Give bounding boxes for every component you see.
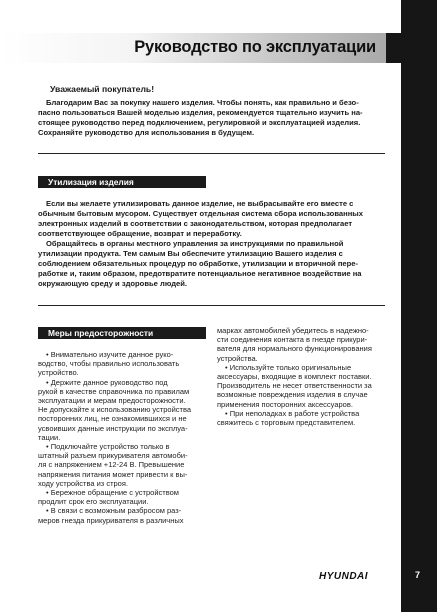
precaution-line: усвоивших данные инструкции по эксплуа-: [38, 423, 188, 433]
page-header: [0, 33, 386, 63]
precaution-line: Производитель не несет ответственности за: [217, 381, 372, 391]
precaution-line: • При неполадках в работе устройства: [225, 408, 360, 418]
disposal-line: обычным бытовым мусором. Существует отдельная система сбора использованных: [38, 209, 363, 218]
disposal-line: утилизации продукта. Тем самым Вы обеспечите утилизацию Вашего изделия с: [38, 249, 343, 258]
precaution-line: • Держите данное руководство под: [46, 377, 168, 387]
precaution-line: рукой в качестве справочника по правилам: [38, 386, 190, 396]
precaution-line: продлит срок его эксплуатации.: [38, 497, 149, 507]
precaution-line: вателя для нормального функционирования: [217, 344, 372, 354]
side-bar: [401, 0, 437, 612]
precaution-line: штатный разъем прикуривателя автомоби-: [38, 451, 188, 461]
disposal-line: Если вы желаете утилизировать данное изделие, не выбрасывайте его вместе с: [46, 199, 354, 208]
disposal-line: соответствующее обращение, возврат и переработку.: [38, 229, 242, 238]
section-heading-precautions: Меры предосторожности: [38, 327, 206, 339]
precaution-line: • Подключайте устройство только в: [46, 442, 170, 452]
precaution-line: ля с напряжением +12-24 В. Превышение: [38, 460, 185, 470]
disposal-line: окружающую среду и здоровье людей.: [38, 279, 188, 288]
precaution-line: • Внимательно изучите данное руко-: [46, 350, 174, 359]
precaution-line: • Используйте только оригинальные: [225, 362, 352, 372]
precaution-line: устройство.: [38, 368, 79, 378]
header-accent: [386, 33, 401, 63]
intro-line: Сохраняйте руководство для использования в будущем.: [38, 128, 255, 137]
precaution-line: сти соединения контакта в гнезде прикури-: [217, 335, 368, 345]
precaution-line: • В связи с возможным разбросом раз-: [46, 506, 182, 516]
divider: [38, 305, 385, 306]
disposal-line: работке и, таким образом, предотвратите потенциальное негативное воздействие на: [38, 269, 362, 278]
page-number: 7: [415, 570, 421, 580]
precaution-line: меров гнезда прикуривателя в различных: [38, 515, 184, 525]
precaution-line: водство, чтобы правильно использовать: [38, 359, 180, 369]
page-title: Руководство по эксплуатации: [134, 38, 376, 56]
precautions-right-column: [217, 326, 389, 427]
precaution-line: напряжения питания может привести к вы-: [38, 469, 188, 479]
precaution-line: устройства.: [217, 353, 258, 363]
precaution-line: посторонних лиц, не ознакомившихся и не: [38, 414, 187, 424]
divider: [38, 153, 385, 154]
precaution-line: применения посторонних аксессуаров.: [217, 399, 353, 409]
precaution-line: • Бережное обращение с устройством: [46, 488, 179, 498]
precaution-line: эксплуатации и мерам предосторожности.: [38, 396, 186, 406]
precaution-line: Не допускайте к использованию устройства: [38, 405, 192, 415]
precautions-left-column: [38, 350, 208, 525]
greeting: Уважаемый покупатель!: [50, 84, 155, 94]
brand-logo: HYUNDAI: [319, 571, 369, 582]
precaution-line: возможные повреждения изделия в случае: [217, 390, 368, 400]
disposal-line: соблюдением обязательных процедур по обработке, утилизации и вторичной пере-: [38, 259, 359, 268]
precaution-line: ходу устройства из строя.: [38, 478, 128, 488]
section-heading-disposal: Утилизация изделия: [38, 176, 206, 188]
precaution-line: марках автомобилей убедитесь в надежно-: [217, 326, 369, 335]
precaution-line: аксессуары, входящие в комплект поставки.: [217, 372, 372, 382]
intro-line: стоящее руководство перед подключением, регулировкой и эксплуатацией изделия.: [38, 118, 361, 127]
intro-line: пасно пользоваться Вашей моделью изделия, рекомендуется тщательно изучить на-: [38, 108, 363, 117]
precaution-line: свяжитесь с торговым представителем.: [217, 418, 356, 428]
disposal-line: Обращайтесь в органы местного управления за инструкциями по правильной: [46, 239, 344, 248]
precaution-line: тации.: [38, 432, 61, 442]
disposal-line: электронных изделий в соответствии с законодательством, которая предполагает: [38, 219, 353, 228]
intro-line: Благодарим Вас за покупку нашего изделия. Чтобы понять, как правильно и безо-: [46, 98, 359, 107]
